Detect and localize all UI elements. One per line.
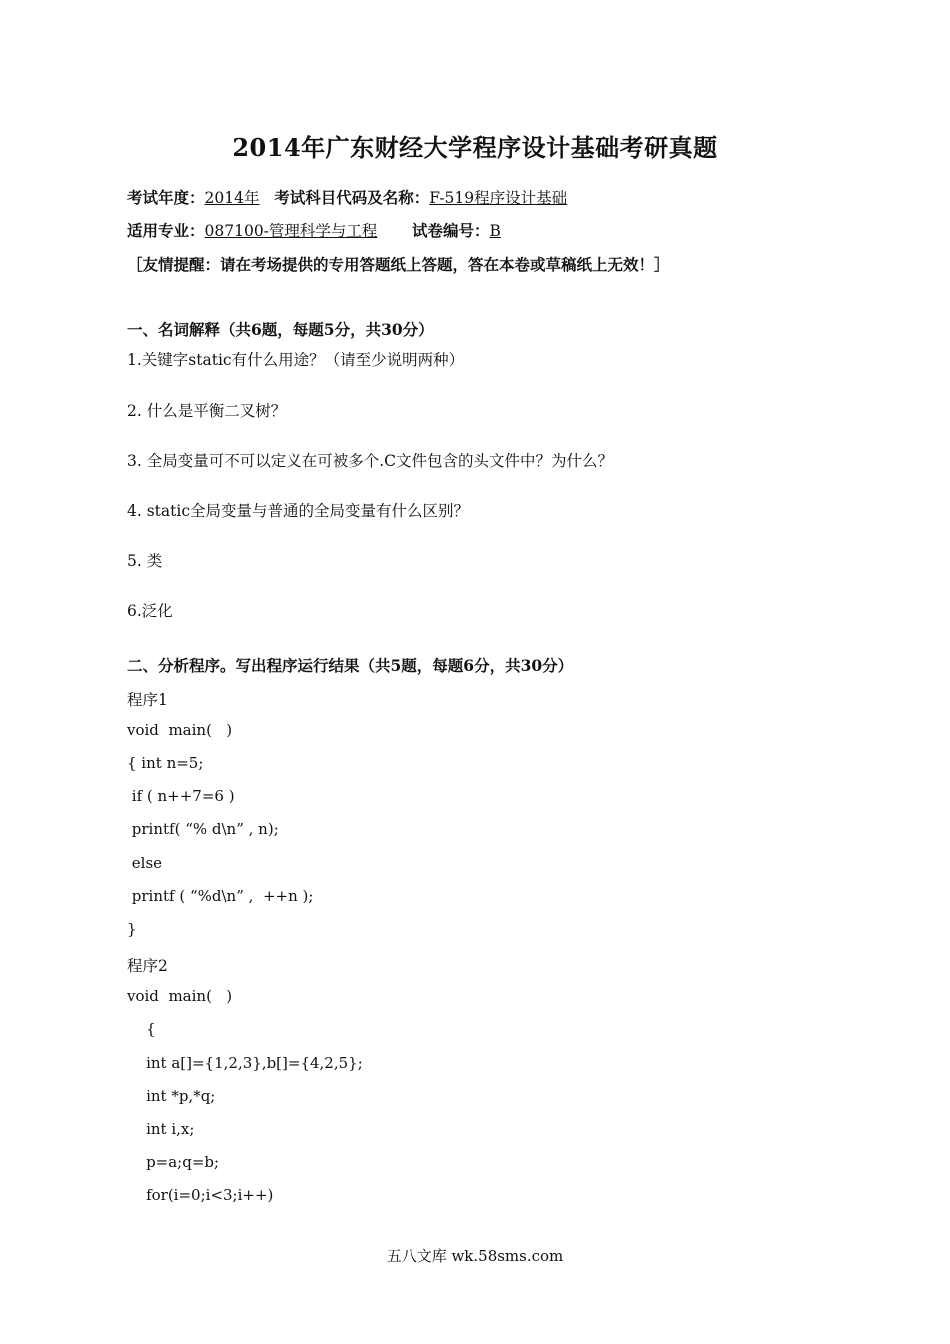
question-item: 5. 类 xyxy=(127,552,163,570)
question-item: 1.关键字static有什么用途？（请至少说明两种） xyxy=(127,351,465,369)
section1-heading: 一、名词解释（共6题，每题5分，共30分） xyxy=(127,320,434,339)
code-line: void main( ) xyxy=(127,721,233,739)
code-line: int *p,*q; xyxy=(127,1087,216,1105)
code-line: p=a;q=b; xyxy=(127,1153,220,1171)
subject-value: F-519程序设计基础 xyxy=(429,189,568,207)
question-item: 3. 全局变量可不可以定义在可被多个.C文件包含的头文件中？为什么？ xyxy=(127,452,614,470)
code-line: else xyxy=(127,854,163,872)
code-line: int a[]={1,2,3},b[]={4,2,5}; xyxy=(127,1054,363,1072)
code-line: void main( ) xyxy=(127,987,233,1005)
code-line: int i,x; xyxy=(127,1120,195,1138)
question-item: 4. static全局变量与普通的全局变量有什么区别？ xyxy=(127,502,470,520)
code-line: } xyxy=(127,920,137,938)
notice: ［友情提醒：请在考场提供的专用答题纸上答题，答在本卷或草稿纸上无效！］ xyxy=(127,255,670,274)
subject-label: 考试科目代码及名称： xyxy=(274,188,430,207)
year-value: 2014年 xyxy=(204,189,260,207)
info-row-2 xyxy=(127,219,501,241)
page-title: 2014年广东财经大学程序设计基础考研真题 xyxy=(232,133,718,162)
paper-label: 试卷编号： xyxy=(411,221,490,240)
major-value: 087100-管理科学与工程 xyxy=(204,222,378,240)
code-line: if ( n++7=6 ) xyxy=(127,787,235,805)
major-label: 适用专业： xyxy=(127,221,205,240)
code-line: { int n=5; xyxy=(127,754,204,772)
code-line: { xyxy=(127,1020,156,1038)
program1-label: 程序1 xyxy=(127,691,168,709)
year-label: 考试年度： xyxy=(127,188,205,207)
code-line: printf ( “%d\n” , ++n ); xyxy=(127,887,314,905)
info-row-1 xyxy=(127,186,567,208)
program2-label: 程序2 xyxy=(127,957,168,975)
section2-heading: 二、分析程序。写出程序运行结果（共5题，每题6分，共30分） xyxy=(127,656,574,675)
question-item: 2. 什么是平衡二叉树？ xyxy=(127,402,287,420)
paper-value: B xyxy=(489,222,501,240)
code-line: printf( “% d\n” , n); xyxy=(127,820,279,838)
question-item: 6.泛化 xyxy=(127,602,173,620)
code-line: for(i=0;i<3;i++) xyxy=(127,1186,274,1204)
footer-watermark: 五八文库 wk.58sms.com xyxy=(386,1247,564,1265)
